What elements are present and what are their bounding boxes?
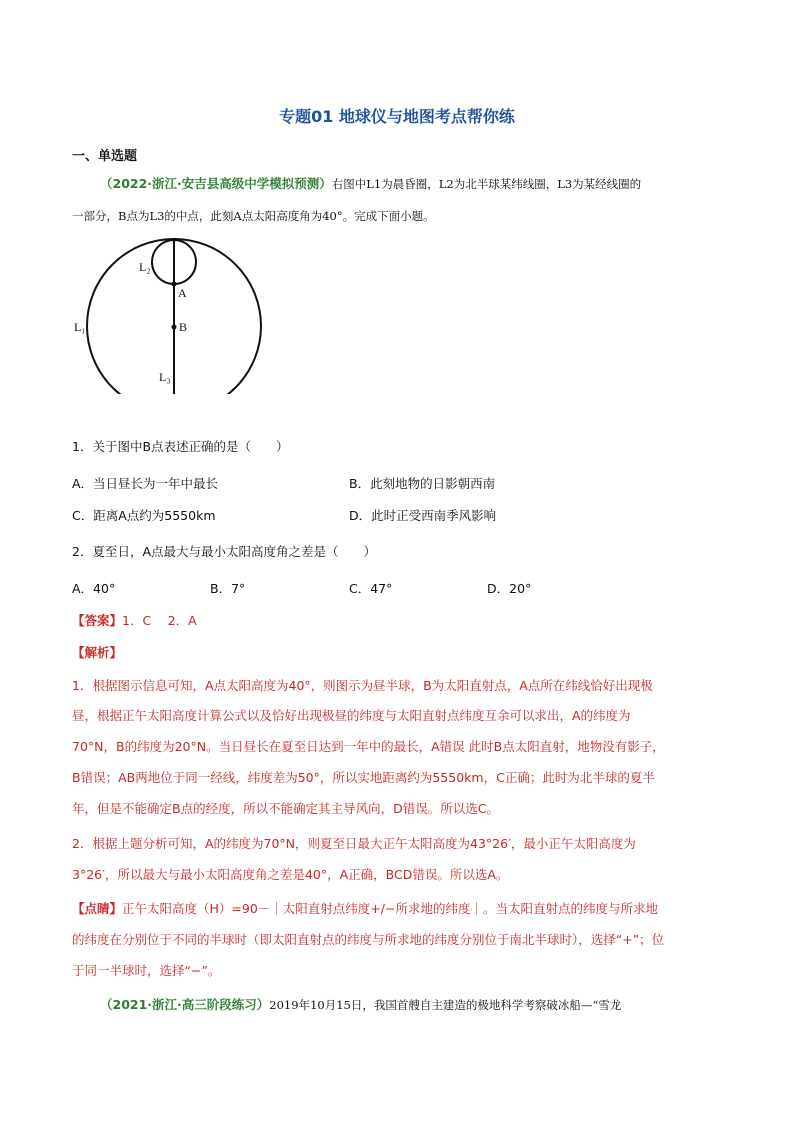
- intro2-line: [100, 995, 621, 1015]
- point-b: [172, 325, 177, 330]
- earth-diagram: [72, 234, 272, 394]
- q2-option-c: C．47°: [349, 581, 393, 596]
- q2-option-b: B．7°: [210, 581, 246, 596]
- point-a: [172, 282, 177, 287]
- label-l3: L₃: [159, 370, 171, 384]
- analysis1-line-4: B错误；AB两地位于同一经线，纬度差为50°，所以实地距离约为5550km，C正确；此时为北半球的夏半: [72, 770, 655, 785]
- intro2-text: 2019年10月15日，我国首艘自主建造的极地科学考察破冰船—“雪龙: [269, 998, 622, 1012]
- q1-stem: 1．关于图中B点表述正确的是（ ）: [72, 439, 289, 454]
- label-l2: L₂: [139, 260, 151, 274]
- tip-line-2: 的纬度在分别位于不同的半球时（即太阳直射点的纬度与所求地的纬度分别位于南北半球时），选择“+”；位: [72, 932, 665, 947]
- analysis1-line-5: 年，但是不能确定B点的经度，所以不能确定其主导风向，D错误。所以选C。: [72, 801, 499, 816]
- q1-option-d: D．此时正受西南季风影响: [349, 508, 497, 523]
- tip-label: 【点睛】: [72, 901, 123, 916]
- intro-line-1: [100, 174, 641, 194]
- analysis-label: 【解析】: [72, 645, 123, 660]
- source-tag: （2022·浙江·安吉县高级中学模拟预测）: [100, 176, 332, 191]
- q1-option-b: B．此刻地物的日影朝西南: [349, 476, 496, 491]
- analysis2-line-2: 3°26′，所以最大与最小太阳高度角之差是40°，A正确，BCD错误。所以选A。: [72, 867, 509, 882]
- answer-label: 【答案】: [72, 613, 123, 628]
- analysis2-line-1: 2．根据上题分析可知，A的纬度为70°N，则夏至日最大正午太阳高度为43°26′，最小正午太阳高度为: [72, 836, 636, 851]
- analysis1-line-2: 昼，根据正午太阳高度计算公式以及恰好出现极昼的纬度与太阳直射点纬度互余可以求出，A的纬度为: [72, 708, 631, 723]
- tip-line-3: 于同一半球时，选择“−”。: [72, 963, 221, 978]
- label-l1: L₁: [74, 320, 86, 334]
- tip-text-1: 正午太阳高度（H）=90－｜太阳直射点纬度+/−所求地的纬度｜。当太阳直射点的纬度与所求地: [122, 901, 658, 916]
- intro-text-a: 右图中L1为晨昏圈，L2为北半球某纬线圈，L3为某经线圈的: [331, 177, 642, 191]
- analysis1-line-3: 70°N，B的纬度为20°N。当日昼长在夏至日达到一年中的最长，A错误 此时B点太阳直射，地物没有影子，: [72, 739, 665, 754]
- q2-stem: 2．夏至日，A点最大与最小太阳高度角之差是（ ）: [72, 544, 377, 559]
- q2-option-d: D．20°: [487, 581, 532, 596]
- source-tag-2: （2021·浙江·高三阶段练习）: [100, 997, 270, 1012]
- answer-line: [72, 611, 197, 629]
- answer-text: 1．C 2．A: [122, 613, 197, 628]
- label-b: B: [179, 320, 188, 334]
- page-title: 专题01 地球仪与地图考点帮你练: [279, 107, 515, 126]
- q1-option-c: C．距离A点约为5550km: [72, 508, 216, 523]
- section-heading: 一、单选题: [72, 149, 138, 164]
- tip-line-1: [72, 899, 658, 917]
- analysis1-line-1: 1．根据图示信息可知，A点太阳高度为40°，则图示为昼半球，B为太阳直射点，A点所在纬线恰好出现极: [72, 678, 653, 693]
- q1-option-a: A．当日昼长为一年中最长: [72, 476, 219, 491]
- intro-line-2: 一部分，B点为L3的中点，此刻A点太阳高度角为40°。完成下面小题。: [72, 209, 435, 223]
- q2-option-a: A．40°: [72, 581, 116, 596]
- label-a: A: [178, 286, 187, 300]
